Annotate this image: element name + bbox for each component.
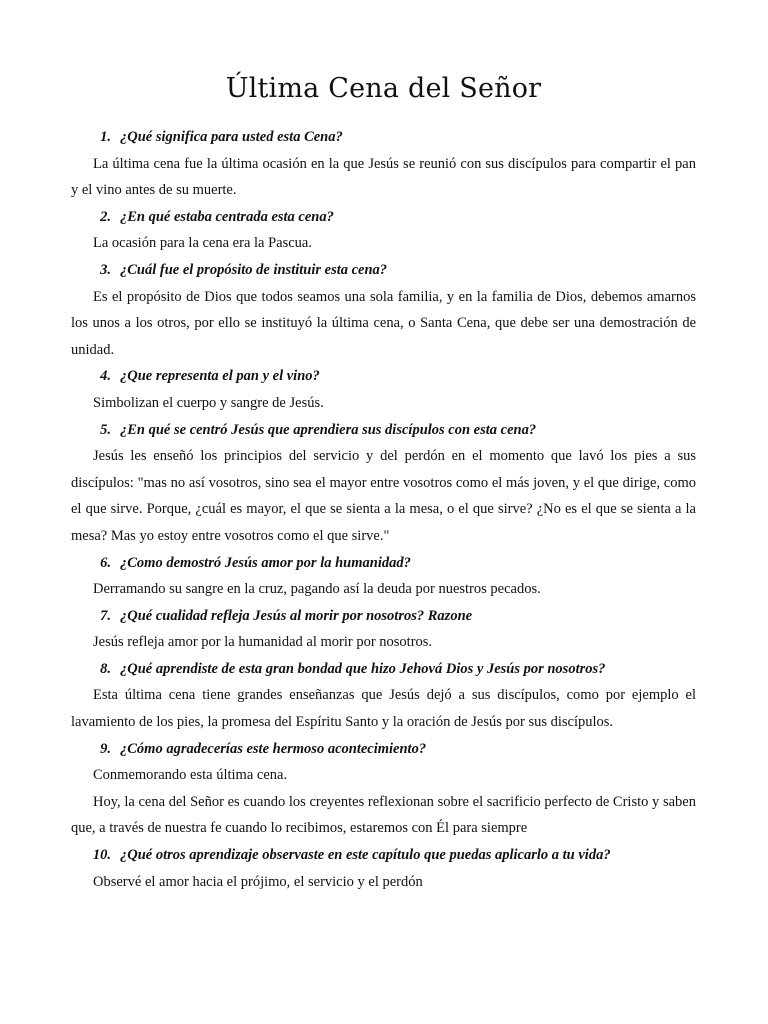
question-5 [71,417,696,444]
question-text: ¿Cuál fue el propósito de instituir esta cena? [120,261,388,278]
question-9 [71,736,696,763]
question-number: 5. [100,421,111,438]
answer-paragraph: Es el propósito de Dios que todos seamos una sola familia, y en la familia de Dios, debemos amarnos los unos a los otros, por ello se instituyó la última cena, o Santa Cena, que debe ser una demostración de unidad. [71,288,696,358]
answer-paragraph: Conmemorando esta última cena. [93,767,288,784]
answer-paragraph: Hoy, la cena del Señor es cuando los creyentes reflexionan sobre el sacrificio perfecto de Cristo y saben que, a través de nuestra fe cuando lo recibimos, estaremos con Él para siempre [71,793,696,837]
qa-item-7 [71,603,696,656]
qa-item-5 [71,417,696,550]
question-number: 6. [100,554,111,571]
qa-item-2 [71,204,696,257]
question-7 [71,603,696,630]
question-text: ¿En qué se centró Jesús que aprendiera sus discípulos con esta cena? [120,421,537,438]
qa-item-3 [71,257,696,363]
question-number: 1. [100,129,111,145]
answer-paragraph: Simbolizan el cuerpo y sangre de Jesús. [93,394,324,411]
answer-paragraph: Jesús les enseñó los principios del servicio y del perdón en el momento que lavó los pies a sus discípulos: "mas no así vosotros, sino sea el mayor entre vosotros como el más joven, y el que dirige, como el que sirve. Porque, ¿cuál es mayor, el que se sienta a la mesa, o el que sirve? ¿No es el que se sienta a la mesa? Mas yo estoy entre vosotros como el que sirve." [71,448,696,544]
question-10 [71,842,696,869]
question-number: 7. [100,607,111,624]
question-1 [71,124,696,151]
question-8 [71,656,696,683]
question-number: 4. [100,368,111,385]
qa-item-9 [71,736,696,842]
question-number: 8. [100,660,111,677]
qa-item-1 [71,124,696,204]
qa-item-10 [71,842,696,895]
question-number: 10. [92,847,111,864]
question-text: ¿Qué aprendiste de esta gran bondad que hizo Jehová Dios y Jesús por nosotros? [120,660,606,677]
question-text: ¿Que representa el pan y el vino? [120,368,320,385]
answer-paragraph: Observé el amor hacia el prójimo, el servicio y el perdón [93,873,423,890]
answer-paragraph: Jesús refleja amor por la humanidad al morir por nosotros. [93,634,433,651]
question-text: ¿Qué cualidad refleja Jesús al morir por nosotros? Razone [120,607,473,624]
answer-paragraph: La última cena fue la última ocasión en la que Jesús se reunió con sus discípulos para compartir el pan y el vino antes de su muerte. [71,155,696,199]
qa-item-6 [71,550,696,603]
question-4 [71,363,696,390]
question-2 [71,204,696,231]
question-number: 9. [100,740,111,757]
question-number: 3. [100,261,111,278]
answer-paragraph: Esta última cena tiene grandes enseñanzas que Jesús dejó a sus discípulos, como por ejemplo el lavamiento de los pies, la promesa del Espíritu Santo y la oración de Jesús por sus discípulos. [71,687,696,731]
question-6 [71,550,696,577]
question-number: 2. [100,208,111,225]
qa-item-8 [71,656,696,736]
document-title: Última Cena del Señor [225,73,542,104]
qa-item-4 [71,363,696,416]
answer-paragraph: La ocasión para la cena era la Pascua. [93,235,312,252]
question-text: ¿Qué significa para usted esta Cena? [120,129,343,145]
document-page [71,70,696,895]
question-text: ¿Qué otros aprendizaje observaste en este capítulo que puedas aplicarlo a tu vida? [120,847,611,864]
question-text: ¿En qué estaba centrada esta cena? [120,208,334,225]
question-text: ¿Cómo agradecerías este hermoso acontecimiento? [120,740,427,757]
question-text: ¿Como demostró Jesús amor por la humanidad? [120,554,411,571]
question-3 [71,257,696,284]
answer-paragraph: Derramando su sangre en la cruz, pagando así la deuda por nuestros pecados. [93,581,541,598]
